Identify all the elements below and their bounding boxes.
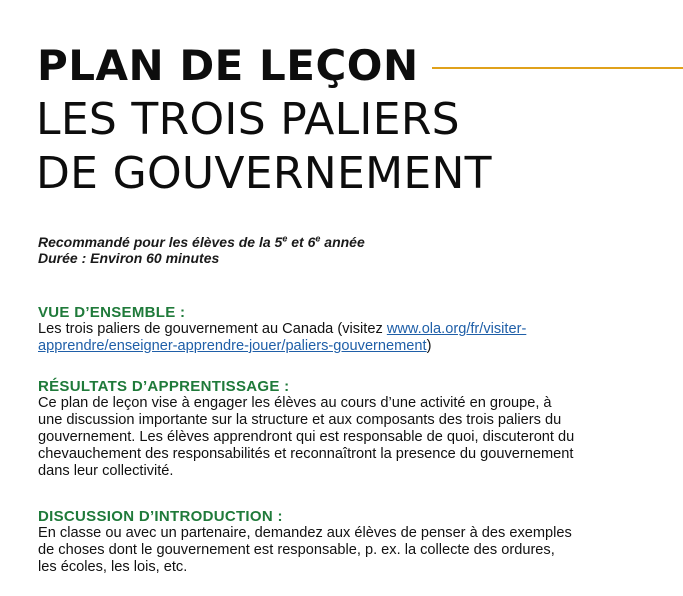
overview-heading: VUE D’ENSEMBLE : (38, 304, 186, 321)
page-title: PLAN DE LEÇON (37, 41, 419, 90)
overview-body (38, 321, 668, 355)
paragraph-line: dans leur collectivité. (38, 463, 174, 479)
recommended-text: Recommandé pour les élèves de la 5 (38, 234, 283, 250)
overview-link[interactable]: www.ola.org/fr/visiter- (386, 321, 527, 337)
lesson-duration: Durée : Environ 60 minutes (38, 250, 220, 266)
learning-outcomes-body (38, 395, 668, 480)
grade-superscript: e (315, 233, 321, 244)
paragraph-line: gouvernement. Les élèves apprendront qui est responsable de quoi, discuteront du (38, 429, 575, 445)
intro-discussion-section (38, 508, 668, 576)
overview-section (38, 304, 668, 355)
overview-text: Les trois paliers de gouvernement au Canada (visitez (38, 321, 387, 337)
paragraph-line: En classe ou avec un partenaire, demandez aux élèves de penser à des exemples (38, 525, 572, 541)
paragraph-line: de choses dont le gouvernement est responsable, p. ex. la collecte des ordures, (38, 542, 555, 558)
recommended-text: et 6 (287, 234, 316, 250)
learning-outcomes-heading: RÉSULTATS D’APPRENTISSAGE : (38, 378, 290, 395)
intro-discussion-body (38, 525, 668, 576)
paragraph-line: chevauchement des responsabilités et reconnaîtront la presence du gouvernement (38, 446, 574, 462)
paragraph-line: les écoles, les lois, etc. (38, 559, 188, 575)
overview-link-continued[interactable]: apprendre/enseigner-apprendre-jouer/paliers-gouvernement (38, 338, 427, 354)
page-subtitle-line1: LES TROIS PALIERS (36, 94, 460, 145)
paragraph-line: Ce plan de leçon vise à engager les élèves au cours d’une activité en groupe, à (38, 395, 552, 411)
lesson-meta (38, 234, 365, 266)
recommended-grades (38, 234, 365, 250)
recommended-text: année (320, 234, 365, 250)
title-accent-rule (432, 67, 683, 69)
learning-outcomes-section (38, 378, 668, 480)
intro-discussion-heading: DISCUSSION D’INTRODUCTION : (38, 508, 283, 525)
overview-text-closing: ) (426, 338, 432, 354)
grade-superscript: e (282, 233, 288, 244)
paragraph-line: une discussion importante sur la structure et aux composants des trois paliers du (38, 412, 562, 428)
page-subtitle-line2: DE GOUVERNEMENT (36, 148, 492, 199)
